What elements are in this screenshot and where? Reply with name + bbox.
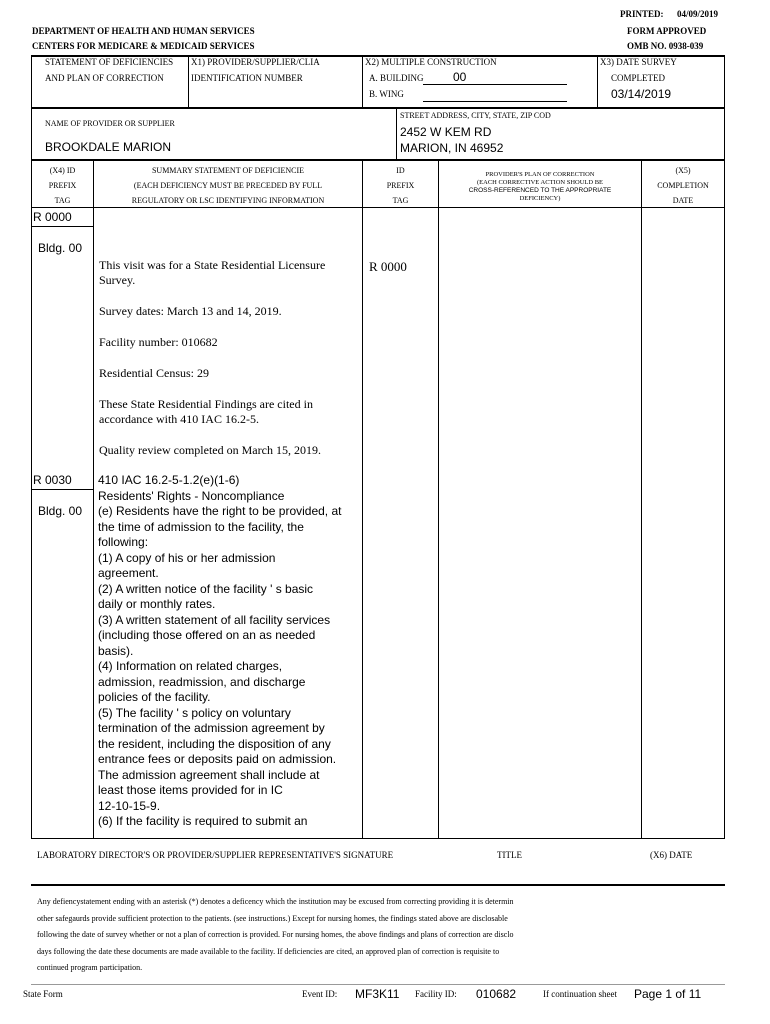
divider bbox=[362, 56, 363, 108]
r0030-line: termination of the admission agreement by bbox=[98, 721, 325, 735]
omb-number: OMB NO. 0938-039 bbox=[627, 41, 704, 51]
event-id-value: MF3K11 bbox=[355, 987, 400, 1001]
page-number: Page 1 of 11 bbox=[634, 987, 702, 1001]
state-form-label: State Form bbox=[23, 989, 63, 999]
footnote-line: other safegaurds provide sufficient protection to the patients. (see instructions.) Except for nursing homes, the findings stated above are disclosable bbox=[37, 913, 508, 923]
r0030-line: Residents' Rights - Noncompliance bbox=[98, 488, 285, 503]
r0030-line: (3) A written statement of all facility services bbox=[98, 612, 331, 627]
provider-label: NAME OF PROVIDER OR SUPPLIER bbox=[45, 119, 175, 128]
r0030-line: admission, readmission, and discharge bbox=[98, 674, 306, 689]
x6-date-label: (X6) DATE bbox=[650, 850, 693, 860]
bldg-label-1: Bldg. 00 bbox=[38, 241, 83, 255]
col-divider-4 bbox=[641, 160, 642, 839]
r0030-line: basis). bbox=[98, 643, 134, 658]
r0030-line: entrance fees or deposits paid on admission. bbox=[98, 752, 337, 766]
address-label: STREET ADDRESS, CITY, STATE, ZIP COD bbox=[400, 111, 551, 120]
divider bbox=[188, 56, 189, 108]
intro-line-2: Survey. bbox=[99, 273, 136, 287]
continuation-label: If continuation sheet bbox=[543, 989, 617, 999]
wing-underline bbox=[423, 101, 567, 102]
facility-id-value: 010682 bbox=[476, 987, 517, 1001]
statement-label-2: AND PLAN OF CORRECTION bbox=[45, 73, 164, 83]
tag-underline bbox=[31, 489, 93, 490]
r0030-line: The admission agreement shall include at bbox=[98, 767, 320, 782]
r0030-line: (5) The facility ' s policy on voluntary bbox=[98, 705, 291, 720]
event-id-label: Event ID: bbox=[302, 989, 338, 999]
printed-date: 04/09/2019 bbox=[677, 9, 719, 19]
summary-header-2: (EACH DEFICIENCY MUST BE PRECEDED BY FULL bbox=[133, 181, 323, 190]
findings-line-1: These State Residential Findings are cited in bbox=[99, 397, 313, 411]
facility-id-label: Facility ID: bbox=[415, 989, 457, 999]
x5-header-2: COMPLETION bbox=[657, 181, 709, 190]
plan-header-2: (EACH CORRECTIVE ACTION SHOULD BE bbox=[476, 179, 604, 186]
title-label: TITLE bbox=[497, 850, 522, 860]
building-underline bbox=[423, 84, 567, 85]
x3-label-2: COMPLETED bbox=[611, 73, 665, 83]
footnote-line: days following the date these documents are made available to the facility. If deficiencies are cited, an approved plan of correction is requisite to bbox=[37, 946, 500, 956]
body-bottom-border bbox=[31, 838, 725, 839]
tag-r0000: R 0000 bbox=[33, 210, 72, 224]
dept-title: DEPARTMENT OF HEALTH AND HUMAN SERVICES bbox=[32, 26, 255, 36]
r0030-line: following: bbox=[98, 535, 149, 549]
x4-header-2: PREFIX bbox=[48, 181, 77, 190]
intro-paragraph bbox=[99, 258, 325, 288]
r0030-line: agreement. bbox=[98, 566, 159, 580]
r0030-line: (2) A written notice of the facility ' s basic bbox=[98, 581, 314, 596]
r0030-line: least those items provided for in IC bbox=[98, 783, 283, 797]
address-street: 2452 W KEM RD bbox=[400, 125, 492, 139]
address-city: MARION, IN 46952 bbox=[400, 141, 504, 155]
r0030-line: (including those offered on an as needed bbox=[98, 628, 316, 642]
intro-line-1: This visit was for a State Residential Licensure bbox=[99, 258, 326, 272]
wing-label: B. WING bbox=[369, 89, 404, 99]
form-approved: FORM APPROVED bbox=[627, 26, 707, 36]
x1-label-1: X1) PROVIDER/SUPPLIER/CLIA bbox=[191, 57, 320, 67]
signature-label: LABORATORY DIRECTOR'S OR PROVIDER/SUPPLIER REPRESENTATIVE'S SIGNATURE bbox=[37, 850, 394, 860]
footnote-line: continued program participation. bbox=[37, 963, 143, 973]
footnote-line: following the date of survey whether or not a plan of correction is provided. For nursing homes, the above findings and plans of correction are disclo bbox=[37, 930, 514, 940]
col-divider-2 bbox=[362, 160, 363, 839]
divider bbox=[396, 108, 397, 160]
x4-header-3: TAG bbox=[54, 196, 71, 205]
printed-label: PRINTED: bbox=[620, 9, 664, 19]
r0030-line: daily or monthly rates. bbox=[98, 597, 216, 611]
x5-header-1: (X5) bbox=[675, 166, 691, 175]
facility-number: Facility number: 010682 bbox=[99, 335, 218, 349]
x1-label-2: IDENTIFICATION NUMBER bbox=[191, 73, 303, 83]
summary-header-1: SUMMARY STATEMENT OF DEFICIENCIE bbox=[151, 166, 305, 175]
r0030-line: (6) If the facility is required to submit an bbox=[98, 814, 308, 828]
r0030-line: (1) A copy of his or her admission bbox=[98, 550, 276, 565]
r0030-line: the resident, including the disposition of any bbox=[98, 736, 331, 751]
r0030-line: (e) Residents have the right to be provided, at bbox=[98, 504, 342, 518]
findings-paragraph bbox=[99, 397, 313, 427]
x3-label-1: X3) DATE SURVEY bbox=[600, 57, 677, 67]
footnote bbox=[37, 894, 514, 977]
id-header-2: PREFIX bbox=[386, 181, 415, 190]
row1-bottom bbox=[31, 107, 725, 109]
findings-line-2: accordance with 410 IAC 16.2-5. bbox=[99, 412, 259, 426]
quality-review: Quality review completed on March 15, 2019. bbox=[99, 443, 321, 457]
header-row-bottom bbox=[31, 207, 725, 208]
residential-census: Residential Census: 29 bbox=[99, 366, 209, 380]
x4-header-1: (X4) ID bbox=[49, 166, 76, 175]
statement-label-1: STATEMENT OF DEFICIENCIES bbox=[45, 57, 174, 67]
id-header-3: TAG bbox=[392, 196, 409, 205]
r0030-line: policies of the facility. bbox=[98, 690, 211, 704]
building-label: A. BUILDING bbox=[369, 73, 424, 83]
plan-header-4: DEFICIENCY) bbox=[519, 195, 561, 202]
col-divider-1 bbox=[93, 160, 94, 839]
tag-r0030: R 0030 bbox=[33, 473, 72, 487]
provider-name: BROOKDALE MARION bbox=[45, 140, 172, 154]
id-header-1: ID bbox=[396, 166, 405, 175]
plan-header-3: CROSS-REFERENCED TO THE APPROPRIATE bbox=[468, 187, 612, 194]
building-value: 00 bbox=[453, 70, 467, 84]
right-border bbox=[724, 55, 725, 839]
tag-underline bbox=[31, 226, 93, 227]
summary-header-3: REGULATORY OR LSC IDENTIFYING INFORMATION bbox=[131, 196, 325, 205]
tag-r0000-right: R 0000 bbox=[369, 259, 407, 274]
r0030-line: 12-10-15-9. bbox=[98, 798, 161, 813]
bldg-label-2: Bldg. 00 bbox=[38, 504, 83, 518]
x5-header-3: DATE bbox=[672, 196, 694, 205]
signature-bottom-border bbox=[31, 884, 725, 886]
r0030-line: 410 IAC 16.2-5-1.2(e)(1-6) bbox=[98, 473, 240, 487]
r0030-line: the time of admission to the facility, the bbox=[98, 519, 304, 534]
footer-rule bbox=[31, 984, 725, 985]
footnote-line: Any defiencystatement ending with an asterisk (*) denotes a deficency which the institution may be excused from correcting providing it is determin bbox=[37, 897, 514, 906]
row2-bottom bbox=[31, 159, 725, 161]
col-divider-3 bbox=[438, 160, 439, 839]
divider bbox=[597, 56, 598, 108]
x2-label: X2) MULTIPLE CONSTRUCTION bbox=[365, 57, 497, 67]
survey-date: 03/14/2019 bbox=[611, 87, 672, 101]
r0030-line: (4) Information on related charges, bbox=[98, 659, 283, 673]
survey-dates: Survey dates: March 13 and 14, 2019. bbox=[99, 304, 282, 318]
centers-title: CENTERS FOR MEDICARE & MEDICAID SERVICES bbox=[32, 41, 255, 51]
plan-header-1: PROVIDER'S PLAN OF CORRECTION bbox=[485, 171, 595, 178]
r0030-text bbox=[98, 473, 341, 830]
